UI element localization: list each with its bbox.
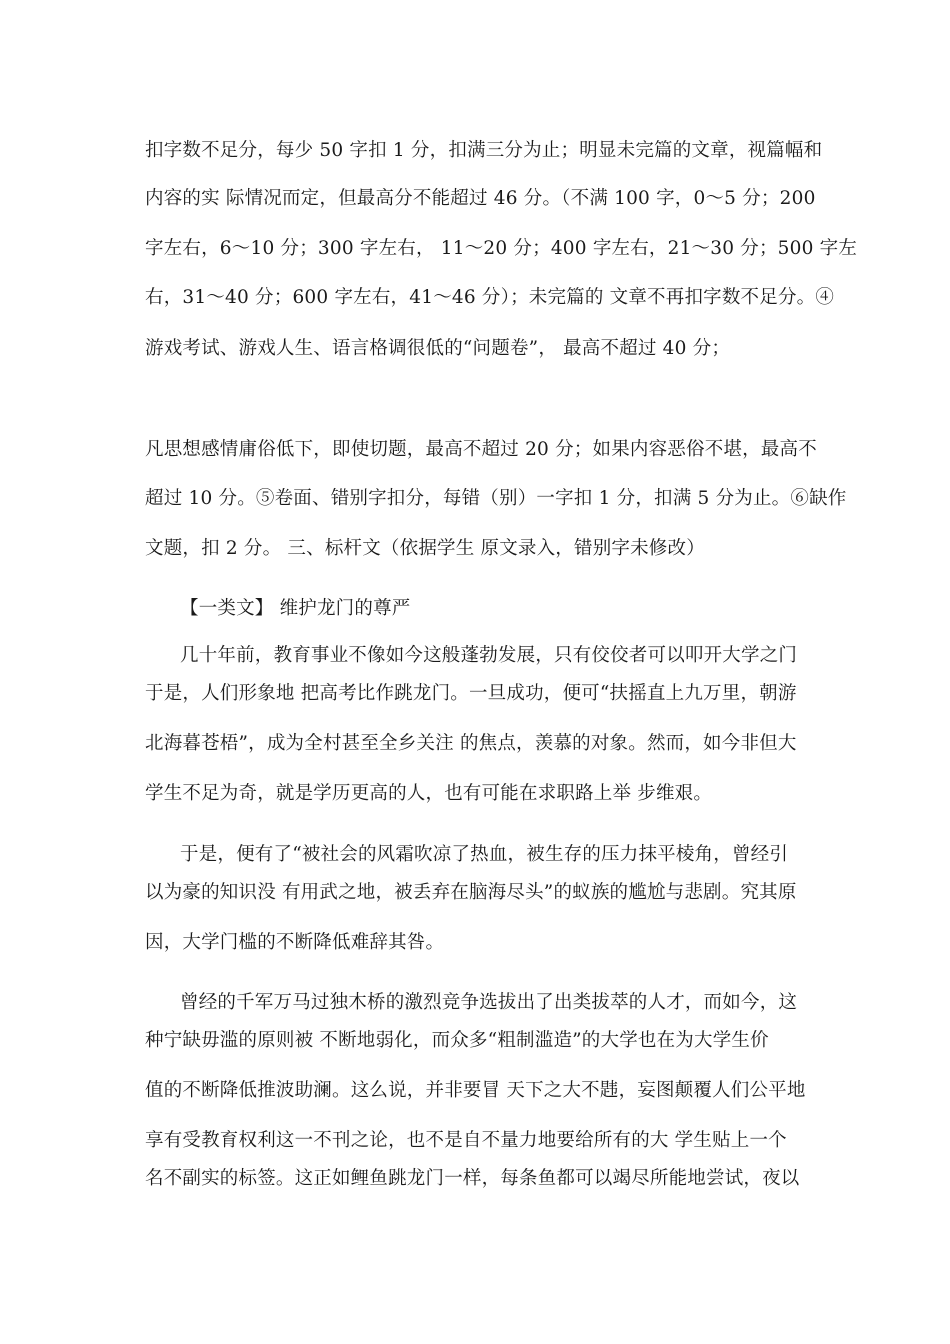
- text-line: 扣字数不足分，每少 50 字扣 1 分，扣满三分为止；明显未完篇的文章，视篇幅和: [145, 140, 823, 161]
- paragraph-line: 北海暮苍梧”，成为全村甚至全乡关注 的焦点，羡慕的对象。然而，如今非但大: [145, 733, 797, 754]
- essay-heading: 【一类文】 维护龙门的尊严: [180, 598, 411, 619]
- text-line: 字左右，6～10 分；300 字左右， 11～20 分；400 字左右，21～30 分；500 字左: [145, 238, 858, 259]
- paragraph-line: 值的不断降低推波助澜。这么说，并非要冒 天下之大不韪，妄图颠覆人们公平地: [145, 1080, 806, 1101]
- text-line: 文题，扣 2 分。 三、标杆文（依据学生 原文录入，错别字未修改）: [145, 538, 705, 559]
- text-line: 游戏考试、游戏人生、语言格调很低的“问题卷”， 最高不超过 40 分；: [145, 338, 731, 359]
- paragraph-line: 以为豪的知识没 有用武之地，被丢弃在脑海尽头”的蚁族的尴尬与悲剧。究其原: [145, 882, 797, 903]
- paragraph-line: 学生不足为奇，就是学历更高的人，也有可能在求职路上举 步维艰。: [145, 783, 713, 804]
- text-line: 超过 10 分。⑤卷面、错别字扣分，每错（别）一字扣 1 分，扣满 5 分为止。⑥缺作: [145, 488, 847, 509]
- paragraph-line: 几十年前，教育事业不像如今这般蓬勃发展，只有佼佼者可以叩开大学之门: [180, 645, 798, 666]
- paragraph-line: 曾经的千军万马过独木桥的激烈竞争选拔出了出类拔萃的人才，而如今，这: [180, 992, 798, 1013]
- paragraph-line: 名不副实的标签。这正如鲤鱼跳龙门一样，每条鱼都可以竭尽所能地尝试，夜以: [145, 1168, 800, 1189]
- text-line: 内容的实 际情况而定，但最高分不能超过 46 分。（不满 100 字，0～5 分；200: [145, 188, 816, 209]
- text-line: 凡思想感情庸俗低下，即使切题，最高不超过 20 分；如果内容恶俗不堪，最高不: [145, 439, 817, 460]
- paragraph-line: 于是，便有了“被社会的风霜吹凉了热血，被生存的压力抹平棱角，曾经引: [180, 844, 789, 865]
- paragraph-line: 于是，人们形象地 把高考比作跳龙门。一旦成功，便可“扶摇直上九万里，朝游: [145, 683, 797, 704]
- paragraph-line: 种宁缺毋滥的原则被 不断地弱化，而众多“粗制滥造”的大学也在为大学生价: [145, 1030, 769, 1051]
- paragraph-line: 因，大学门槛的不断降低难辞其咎。: [145, 932, 445, 953]
- paragraph-line: 享有受教育权利这一不刊之论，也不是自不量力地要给所有的大 学生贴上一个: [145, 1130, 787, 1151]
- text-line: 右，31～40 分；600 字左右，41～46 分）；未完篇的 文章不再扣字数不足分。④: [145, 287, 835, 308]
